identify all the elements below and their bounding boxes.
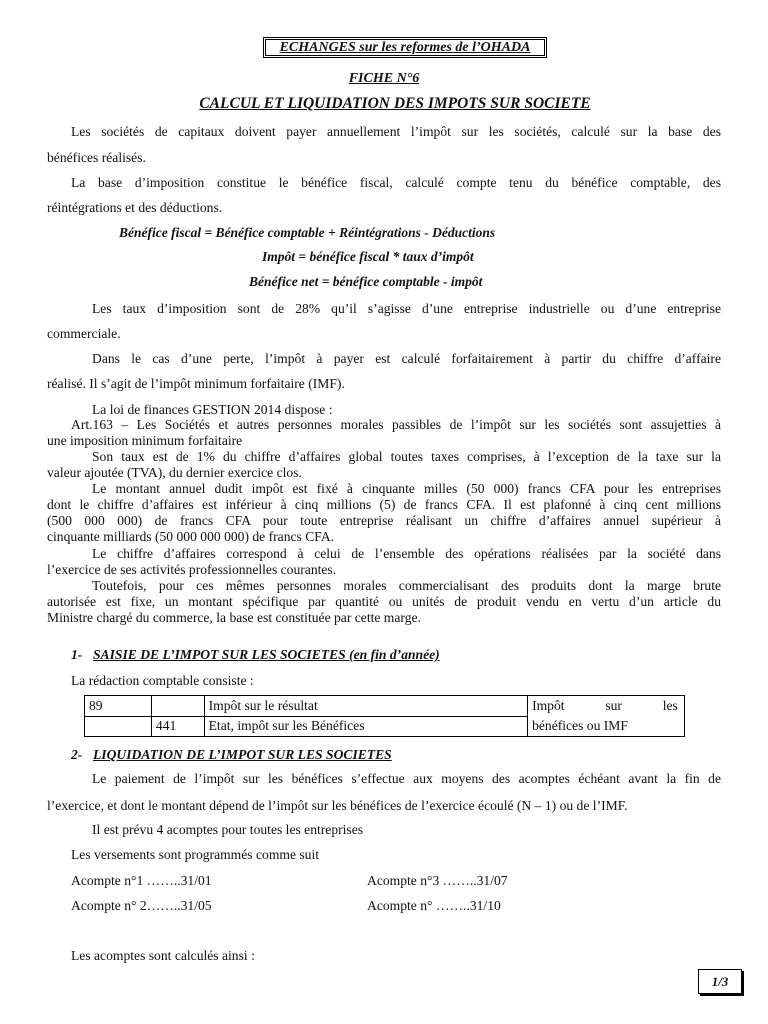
law-rate-line1: Son taux est de 1% du chiffre d’affaires global toutes taxes comprises, à l’exception de la taxe sur la	[92, 449, 721, 464]
intro-p2-line2: réintégrations et des déductions.	[47, 200, 223, 215]
intro-p1-line2: bénéfices réalisés.	[47, 150, 146, 165]
section1-number: 1-	[71, 647, 83, 662]
formula-net-profit: Bénéfice net = bénéfice comptable - impôt	[249, 274, 483, 289]
law-intro: La loi de finances GESTION 2014 dispose :	[92, 402, 333, 417]
intro-p2-line1: La base d’imposition constitue le bénéfice fiscal, calculé compte tenu du bénéfice comptable, des	[71, 175, 721, 190]
law-amount-line1: Le montant annuel dudit impôt est fixé à cinquante milles (50 000) francs CFA pour les entreprises	[92, 481, 721, 496]
section1-lead: La rédaction comptable consiste :	[71, 673, 254, 688]
rates-p1-line2: commerciale.	[47, 326, 121, 341]
rates-p2-line1: Dans le cas d’une perte, l’impôt à payer est calculé forfaitairement à partir du chiffre d’affaire	[92, 351, 721, 366]
section2-p3: Les versements sont programmés comme suit	[71, 847, 320, 862]
rates-p2-line2: réalisé. Il s’agit de l’impôt minimum forfaitaire (IMF).	[47, 376, 345, 391]
section2-p2: Il est prévu 4 acomptes pour toutes les entreprises	[92, 822, 364, 837]
section2-p4: Les acomptes sont calculés ainsi :	[71, 948, 255, 963]
section1-title: SAISIE DE L’IMPOT SUR LES SOCIETES (en fin d’année)	[93, 647, 440, 662]
law-art163-line1: Art.163 – Les Sociétés et autres personnes morales passibles de l’impôt sur les sociétés sont assujetties à	[71, 417, 721, 432]
law-amount-line3: (500 000 000) de francs CFA pour toute entreprise réalisant un chiffre d’affaires annuel supérieur à	[47, 513, 721, 528]
law-turnover-line2: l’exercice de ses activités professionnelles courantes.	[47, 562, 337, 577]
table-row	[85, 696, 685, 717]
entry-note-cell	[528, 696, 685, 737]
law-margin-line3: Ministre chargé du commerce, la base est constituée par cette marge.	[47, 610, 421, 625]
law-amount-line2: dont le chiffre d’affaires est inférieur à cinq millions (5) de francs CFA. Il est plafonné à cinq cent millions	[47, 497, 721, 512]
debit-account-cell	[85, 716, 152, 737]
acompte-3: Acompte n°3 ……..31/07	[367, 873, 508, 888]
section2-p1-line1: Le paiement de l’impôt sur les bénéfices s’effectue aux moyens des acomptes échéant avant la fin de	[92, 771, 721, 786]
acompte-2: Acompte n° 2……..31/05	[71, 898, 212, 913]
intro-p1-line1: Les sociétés de capitaux doivent payer annuellement l’impôt sur les sociétés, calculé sur la base des	[71, 124, 721, 139]
section2-title: LIQUIDATION DE L’IMPOT SUR LES SOCIETES	[93, 747, 392, 762]
series-header-box	[263, 37, 547, 58]
credit-account-cell: 441	[151, 716, 204, 737]
rates-p1-line1: Les taux d’imposition sont de 28% qu’il s’agisse d’une entreprise industrielle ou d’une entreprise	[92, 301, 721, 316]
entry-note-line1: Impôt sur les	[532, 698, 678, 713]
acompte-1: Acompte n°1 ……..31/01	[71, 873, 212, 888]
acompte-4: Acompte n° ……..31/10	[367, 898, 501, 913]
entry-note-line2: bénéfices ou IMF	[532, 718, 628, 733]
entry-label-cell: Etat, impôt sur les Bénéfices	[204, 716, 527, 737]
formula-tax: Impôt = bénéfice fiscal * taux d’impôt	[262, 249, 474, 264]
section2-number: 2-	[71, 747, 83, 762]
page-number-box	[698, 969, 742, 994]
section2-p1-line2: l’exercice, et dont le montant dépend de l’impôt sur les bénéfices de l’exercice écoulé (N – 1) ou de l’IMF.	[47, 798, 628, 813]
entry-label-cell: Impôt sur le résultat	[204, 696, 527, 717]
series-header-text: ECHANGES sur les reformes de l’OHADA	[279, 40, 531, 55]
page-title: CALCUL ET LIQUIDATION DES IMPOTS SUR SOCIETE	[199, 95, 591, 112]
law-art163-line2: une imposition minimum forfaitaire	[47, 433, 243, 448]
debit-account-cell: 89	[85, 696, 152, 717]
law-amount-line4: cinquante milliards (50 000 000 000) de francs CFA.	[47, 529, 335, 544]
fiche-number: FICHE N°6	[348, 71, 420, 86]
formula-fiscal-profit: Bénéfice fiscal = Bénéfice comptable + Réintégrations - Déductions	[119, 225, 496, 240]
law-margin-line1: Toutefois, pour ces mêmes personnes morales commercialisant des produits dont la marge brute	[92, 578, 721, 593]
law-turnover-line1: Le chiffre d’affaires correspond à celui de l’ensemble des opérations réalisées par la société dans	[92, 546, 721, 561]
law-rate-line2: valeur ajoutée (TVA), du dernier exercice clos.	[47, 465, 302, 480]
journal-entry-table	[84, 695, 685, 737]
credit-account-cell	[151, 696, 204, 717]
page-number: 1/3	[711, 974, 729, 989]
law-margin-line2: autorisée est fixe, un montant spécifique par quantité ou unités de produit vendu en vertu d’un article du	[47, 594, 721, 609]
